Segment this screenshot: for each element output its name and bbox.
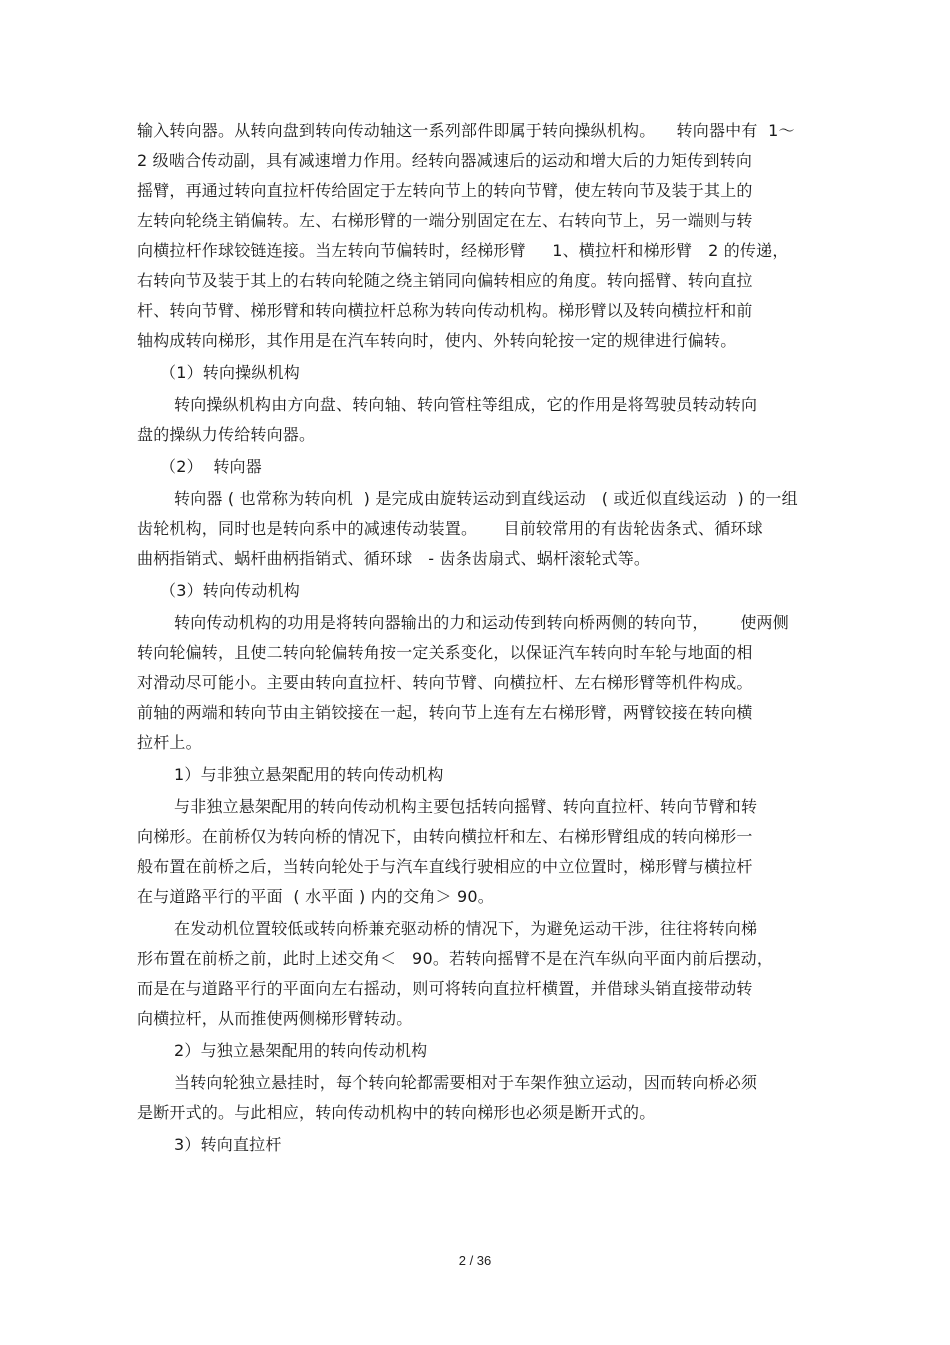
text-line: 在发动机位置较低或转向桥兼充驱动桥的情况下，为避免运动干涉，往往将转向梯: [174, 919, 758, 938]
text-line: 般布置在前桥之后，当转向轮处于与汽车直线行驶相应的中立位置时，梯形臂与横拉杆: [137, 857, 753, 876]
text-line: 摇臂，再通过转向直拉杆传给固定于左转向节上的转向节臂，使左转向节及装于其上的: [137, 181, 753, 200]
text-line: 拉杆上。: [137, 733, 202, 752]
text-line: 曲柄指销式、蜗杆曲柄指销式、循环球 - 齿条齿扇式、蜗杆滚轮式等。: [137, 549, 651, 568]
text-line: 与非独立悬架配用的转向传动机构主要包括转向摇臂、转向直拉杆、转向节臂和转: [174, 797, 758, 816]
text-line: 而是在与道路平行的平面向左右摇动，则可将转向直拉杆横置，并借球头销直接带动转: [137, 979, 753, 998]
section-heading: （1）转向操纵机构: [160, 363, 300, 382]
page-number: 2 / 36: [458, 1253, 492, 1268]
text-line: 右转向节及装于其上的右转向轮随之绕主销同向偏转相应的角度。转向摇臂、转向直拉: [137, 271, 753, 290]
text-line: 对滑动尽可能小。主要由转向直拉杆、转向节臂、向横拉杆、左右梯形臂等机件构成。: [137, 673, 753, 692]
text-line: 前轴的两端和转向节由主销铰接在一起，转向节上连有左右梯形臂，两臂铰接在转向横: [137, 703, 753, 722]
section-heading: （3）转向传动机构: [160, 581, 300, 600]
text-line: 齿轮机构，同时也是转向系中的减速传动装置。 目前较常用的有齿轮齿条式、循环球: [137, 519, 763, 538]
section-heading: （2） 转向器: [160, 457, 262, 476]
subsection-heading: 2）与独立悬架配用的转向传动机构: [174, 1041, 428, 1060]
subsection-heading: 3）转向直拉杆: [174, 1135, 282, 1154]
text-line: 转向器 ( 也常称为转向机 ) 是完成由旋转运动到直线运动 ( 或近似直线运动 ) 的一组: [174, 489, 798, 508]
text-line: 向梯形。在前桥仅为转向桥的情况下，由转向横拉杆和左、右梯形臂组成的转向梯形一: [137, 827, 753, 846]
text-line: 盘的操纵力传给转向器。: [137, 425, 316, 444]
text-line: 轴构成转向梯形，其作用是在汽车转向时，使内、外转向轮按一定的规律进行偏转。: [137, 331, 737, 350]
text-line: 形布置在前桥之前，此时上述交角＜ 90。若转向摇臂不是在汽车纵向平面内前后摆动，: [137, 949, 774, 968]
text-line: 当转向轮独立悬挂时，每个转向轮都需要相对于车架作独立运动，因而转向桥必须: [174, 1073, 758, 1092]
text-line: 转向传动机构的功用是将转向器输出的力和运动传到转向桥两侧的转向节， 使两侧: [174, 613, 789, 632]
text-line: 输入转向器。从转向盘到转向传动轴这一系列部件即属于转向操纵机构。 转向器中有 1～: [137, 121, 795, 140]
text-line: 转向操纵机构由方向盘、转向轴、转向管柱等组成，它的作用是将驾驶员转动转向: [174, 395, 758, 414]
text-line: 杆、转向节臂、梯形臂和转向横拉杆总称为转向传动机构。梯形臂以及转向横拉杆和前: [137, 301, 753, 320]
text-line: 在与道路平行的平面 ( 水平面 ) 内的交角＞ 90。: [137, 887, 494, 906]
text-line: 是断开式的。与此相应，转向传动机构中的转向梯形也必须是断开式的。: [137, 1103, 656, 1122]
text-line: 转向轮偏转，且使二转向轮偏转角按一定关系变化，以保证汽车转向时车轮与地面的相: [137, 643, 753, 662]
text-line: 向横拉杆作球铰链连接。当左转向节偏转时，经梯形臂 1、横拉杆和梯形臂 2 的传递，: [137, 241, 789, 260]
text-line: 2 级啮合传动副，具有减速增力作用。经转向器减速后的运动和增大后的力矩传到转向: [137, 151, 753, 170]
text-line: 向横拉杆，从而推使两侧梯形臂转动。: [137, 1009, 413, 1028]
subsection-heading: 1）与非独立悬架配用的转向传动机构: [174, 765, 444, 784]
text-line: 左转向轮绕主销偏转。左、右梯形臂的一端分别固定在左、右转向节上，另一端则与转: [137, 211, 753, 230]
